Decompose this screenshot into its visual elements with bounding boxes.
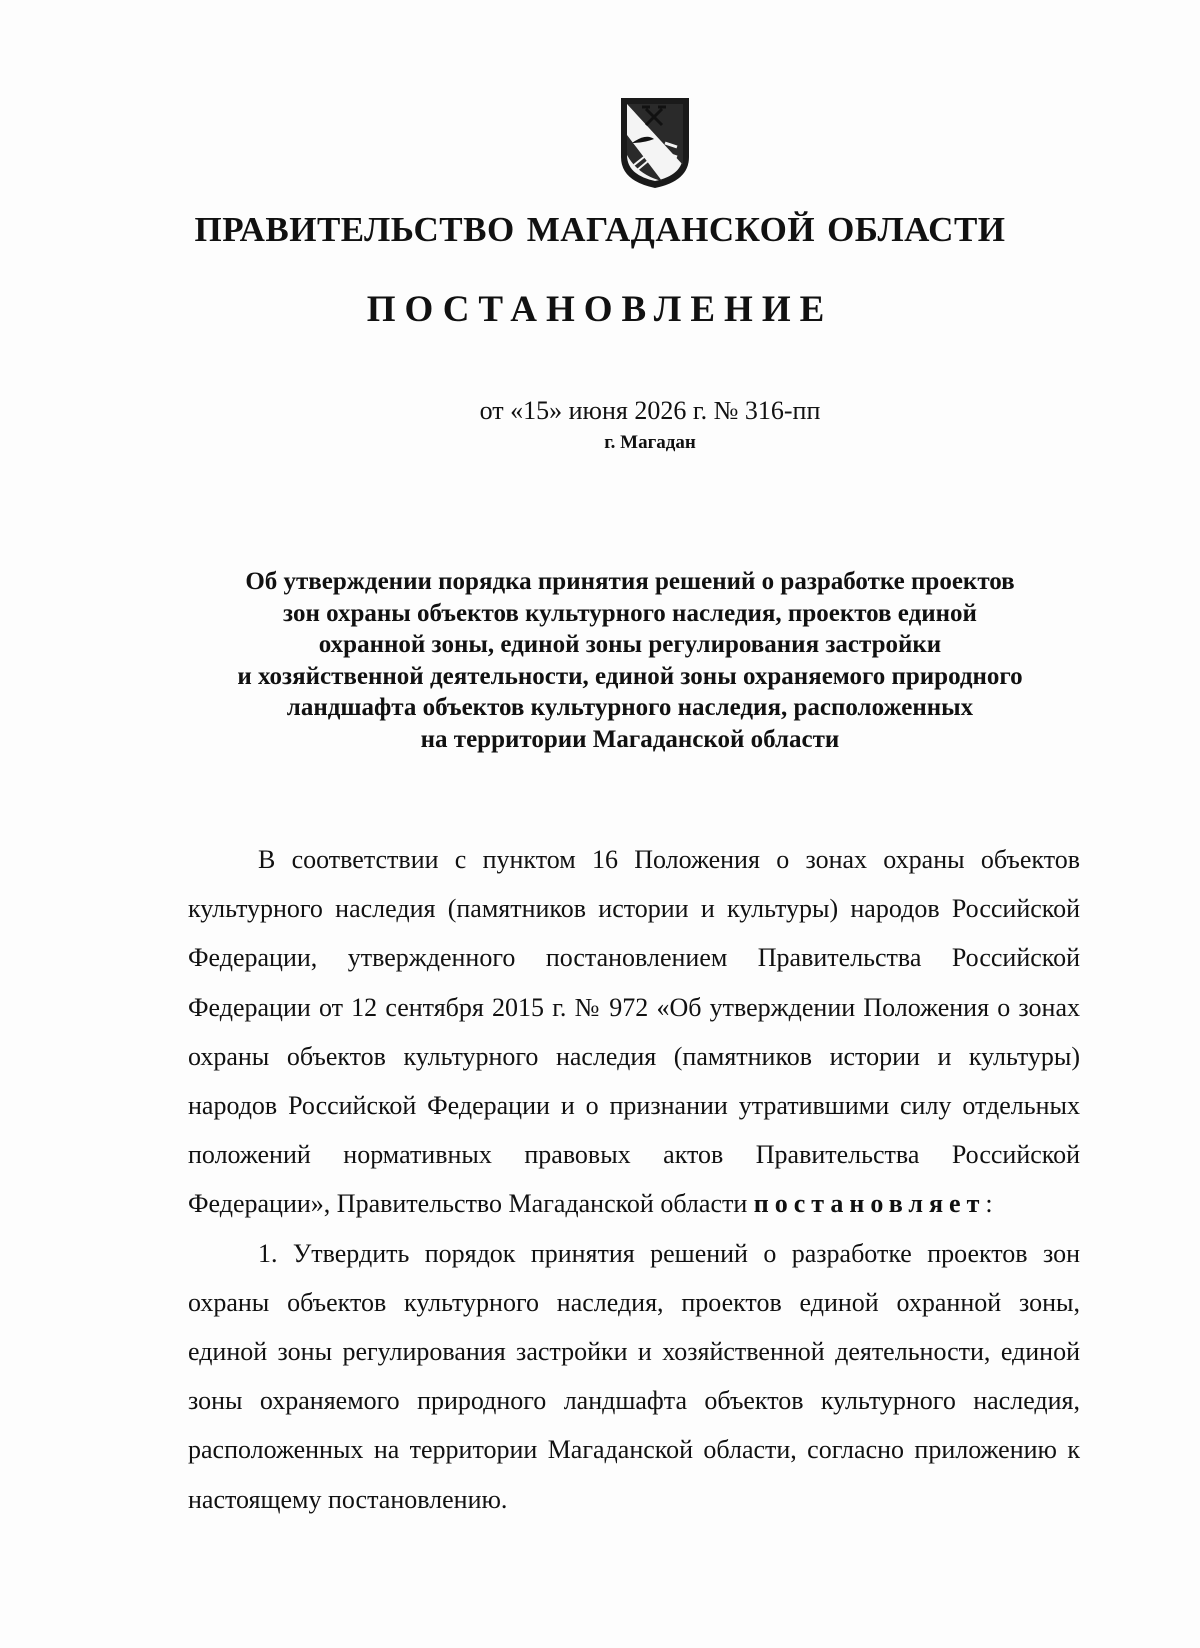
preamble-text: В соответствии с пунктом 16 Положения о зонах охраны объектов культурного наследия (памятников истории и культуры) народов Российской Федерации, утвержденного постановлением Правительства Российской Федерации от 12 сентября 2015 г. № 972 «Об утверждении Положения о зонах охраны объектов культурного наследия (памятников истории и культуры) народов Российской Федерации и о признании утратившими силу отдельных положений нормативных правовых актов Правительства Российской Федерации», Правительство Магаданской области xyxy=(188,845,1080,1219)
subject-line: зон охраны объектов культурного наследия, проектов единой xyxy=(283,599,977,627)
decree-colon: : xyxy=(985,1189,993,1219)
document-subject xyxy=(150,566,1110,755)
government-title-word-3: ОБЛАСТИ xyxy=(827,210,1006,249)
item-1-paragraph: 1. Утвердить порядок принятия решений о разработке проектов зон охраны объектов культурного наследия, проектов единой охранной зоны, единой зоны регулирования застройки и хозяйственной деятельности, единой зоны охраняемого природного ландшафта объектов культурного наследия, расположенных на территории Магаданской области, согласно приложению к настоящему постановлению. xyxy=(188,1238,1080,1514)
preamble-paragraph xyxy=(188,835,1080,1229)
magadan-coat-of-arms-icon xyxy=(618,95,692,191)
government-title-word-2: МАГАДАНСКОЙ xyxy=(526,210,816,249)
government-title-word-1: ПРАВИТЕЛЬСТВО xyxy=(194,210,515,249)
subject-line: охранной зоны, единой зоны регулирования застройки xyxy=(318,631,942,658)
subject-line: ландшафта объектов культурного наследия, расположенных xyxy=(286,694,974,721)
document-body xyxy=(188,835,1080,1524)
government-title xyxy=(0,210,1200,250)
issue-city: г. Магадан xyxy=(604,432,696,453)
document-type-title: ПОСТАНОВЛЕНИЕ xyxy=(366,289,834,330)
subject-line: и хозяйственной деятельности, единой зоны охраняемого природного xyxy=(237,662,1023,690)
subject-line: на территории Магаданской области xyxy=(420,725,840,753)
date-and-number-line: от «15» июня 2026 г. № 316-пп xyxy=(479,396,821,425)
decree-word: постановляет xyxy=(753,1189,986,1219)
subject-line: Об утверждении порядка принятия решений о разработке проектов xyxy=(245,568,1015,595)
